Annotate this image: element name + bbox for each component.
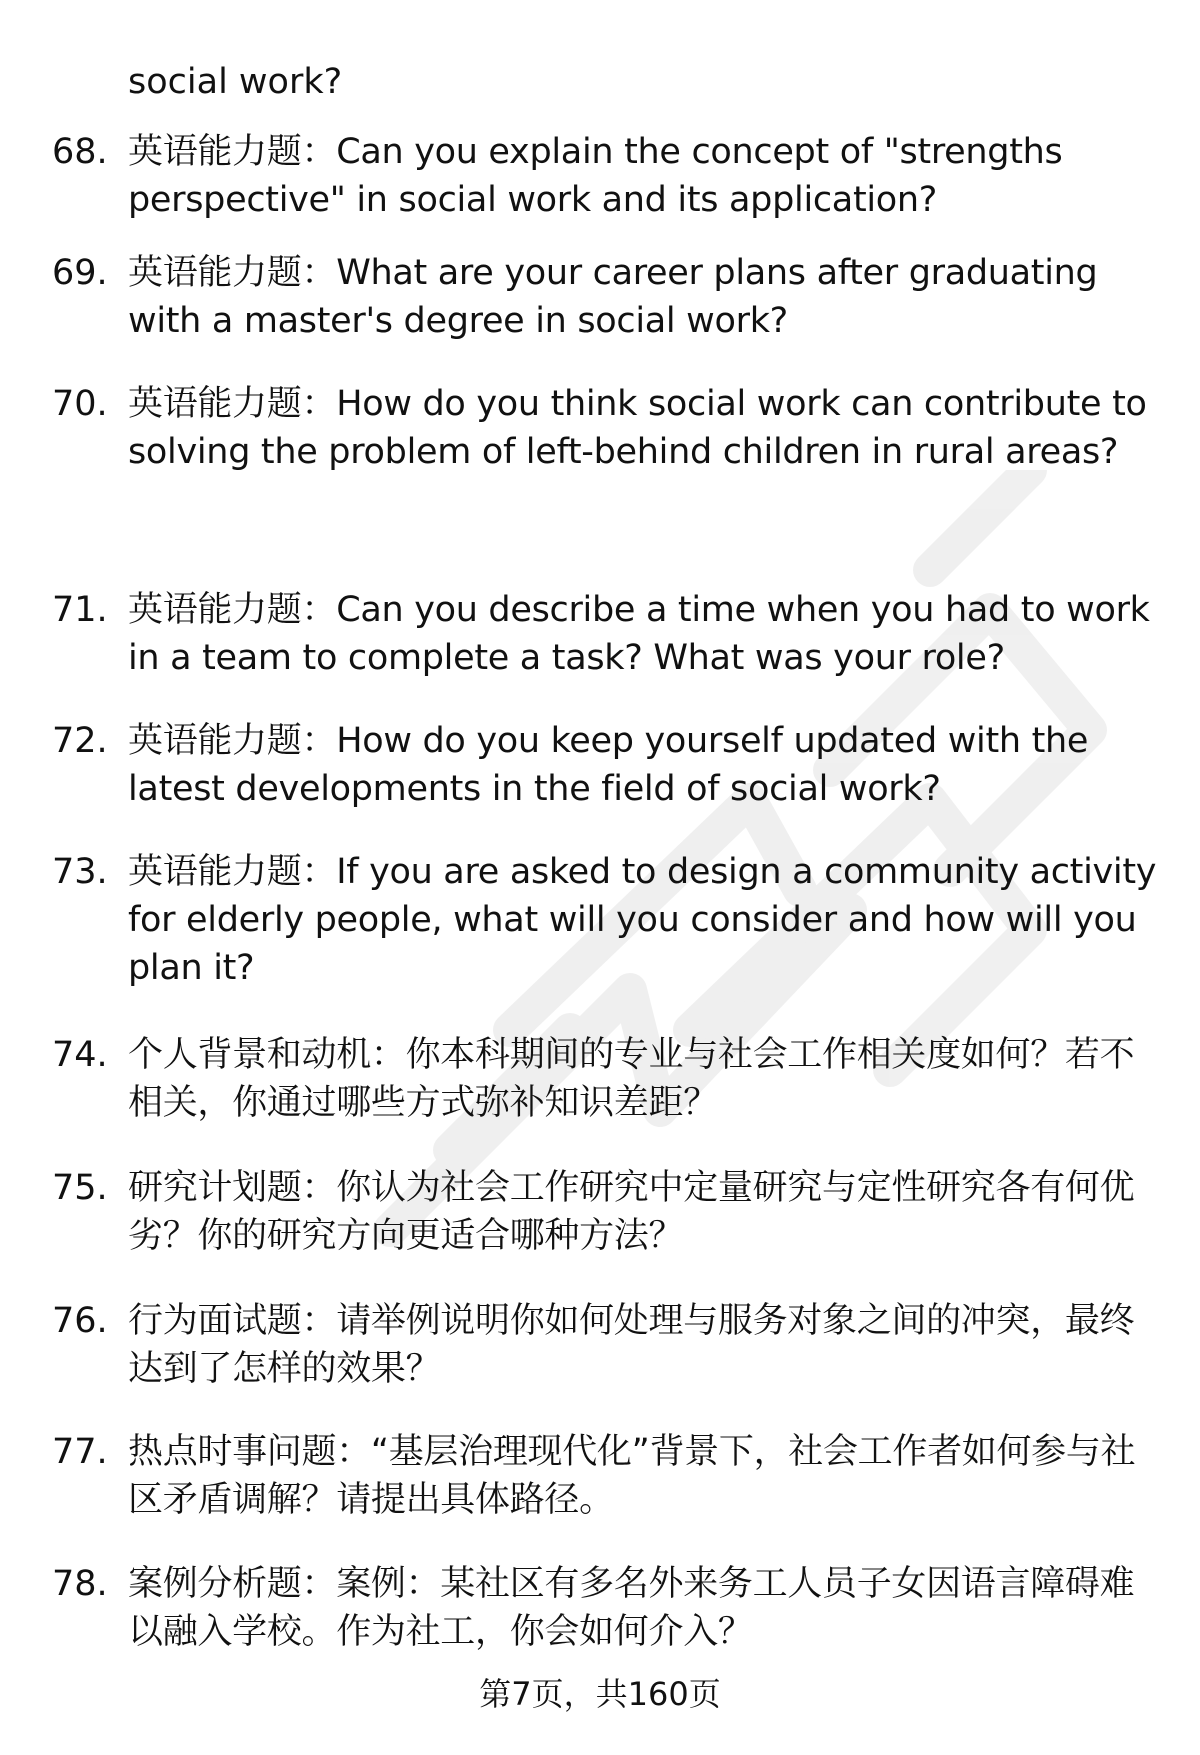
- question-number: 71.: [52, 590, 108, 630]
- question-number: 68.: [52, 132, 108, 172]
- question-text: 英语能力题：Can you explain the concept of "strengths perspective" in social work and its application?: [128, 132, 1063, 220]
- question-number: 75.: [52, 1168, 108, 1208]
- question-number: 77.: [52, 1432, 108, 1472]
- question-number: 70.: [52, 384, 108, 424]
- question-number: 76.: [52, 1301, 108, 1341]
- question-text: 研究计划题：你认为社会工作研究中定量研究与定性研究各有何优劣？你的研究方向更适合哪种方法？: [128, 1168, 1135, 1256]
- question-text: 英语能力题：How do you think social work can contribute to solving the problem of left-behind children in rural areas?: [128, 384, 1147, 472]
- question-text: 英语能力题：Can you describe a time when you had to work in a team to complete a task? What was your role?: [128, 590, 1150, 678]
- page-footer: 第7页，共160页: [479, 1675, 721, 1713]
- continuation-text: social work?: [128, 62, 343, 102]
- question-text: 英语能力题：How do you keep yourself updated with the latest developments in the field of social work?: [128, 721, 1089, 809]
- question-number: 73.: [52, 852, 108, 892]
- question-number: 78.: [52, 1564, 108, 1604]
- question-text: 英语能力题：If you are asked to design a community activity for elderly people, what will you consider and how will you plan it?: [128, 852, 1157, 988]
- question-text: 热点时事问题：“基层治理现代化”背景下，社会工作者如何参与社区矛盾调解？请提出具体路径。: [128, 1432, 1136, 1520]
- question-text: 行为面试题：请举例说明你如何处理与服务对象之间的冲突，最终达到了怎样的效果？: [128, 1301, 1135, 1389]
- question-text: 英语能力题：What are your career plans after graduating with a master's degree in social work?: [128, 253, 1098, 341]
- question-number: 72.: [52, 721, 108, 761]
- question-number: 69.: [52, 253, 108, 293]
- question-text: 个人背景和动机：你本科期间的专业与社会工作相关度如何？若不相关，你通过哪些方式弥补知识差距？: [128, 1035, 1135, 1123]
- question-number: 74.: [52, 1035, 108, 1075]
- question-text: 案例分析题：案例：某社区有多名外来务工人员子女因语言障碍难以融入学校。作为社工，你会如何介入？: [128, 1564, 1135, 1652]
